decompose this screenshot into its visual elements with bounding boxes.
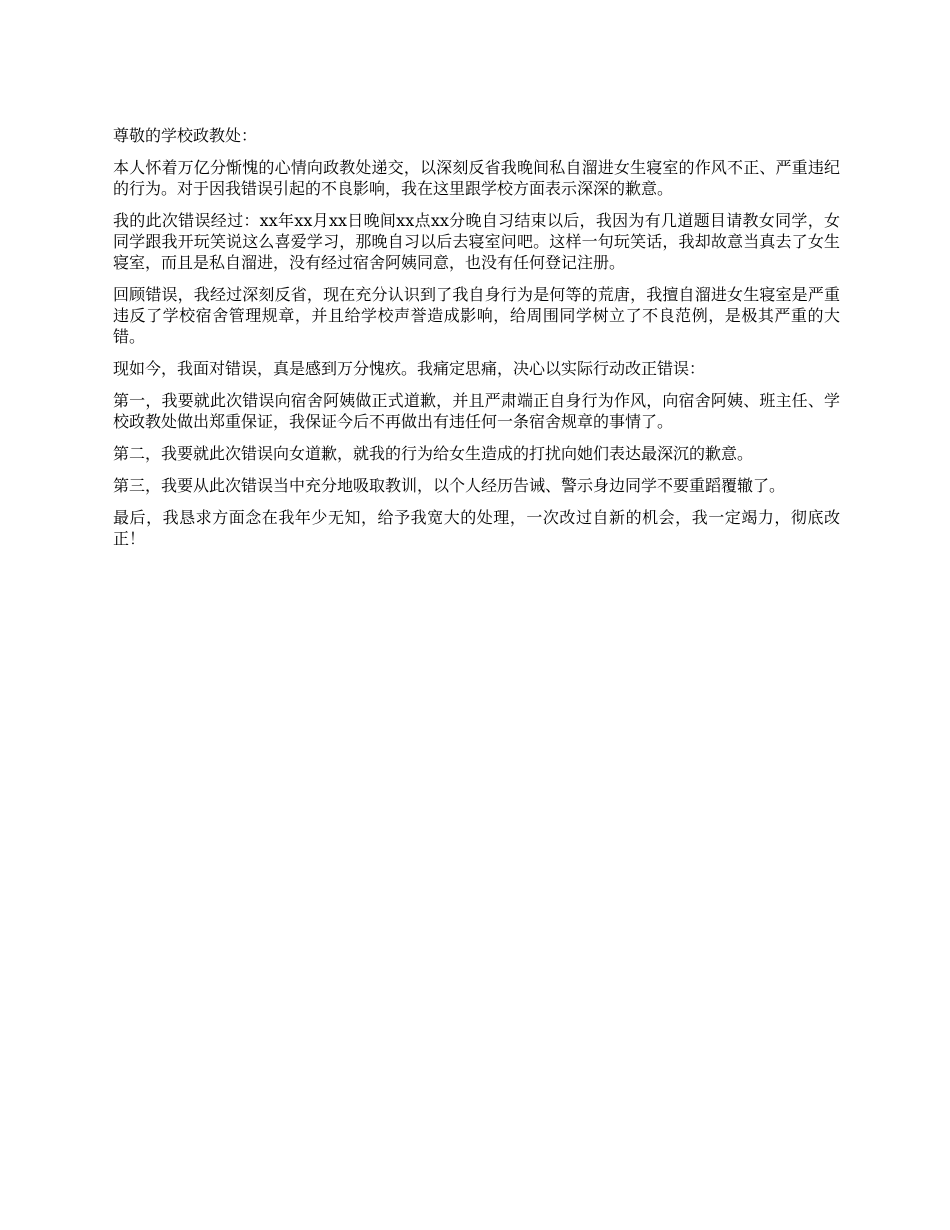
paragraph-closing: 最后，我恳求方面念在我年少无知，给予我宽大的处理，一次改过自新的机会，我一定竭力，彻底改正！ (113, 508, 840, 548)
paragraph-incident: 我的此次错误经过：xx年xx月xx日晚间xx点xx分晚自习结束以后，我因为有几道题目请教女同学，女同学跟我开玩笑说这么喜爱学习，那晚自习以后去寝室问吧。这样一句玩笑话，我却故意当真去了女生寝室，而且是私自溜进，没有经过宿舍阿姨同意，也没有任何登记注册。 (113, 211, 840, 272)
paragraph-resolution: 现如今，我面对错误，真是感到万分愧疚。我痛定思痛，决心以实际行动改正错误： (113, 359, 706, 378)
paragraph-reflection: 回顾错误，我经过深刻反省，现在充分认识到了我自身行为是何等的荒唐，我擅自溜进女生寝室是严重违反了学校宿舍管理规章，并且给学校声誉造成影响，给周围同学树立了不良范例，是极其严重的大错。 (113, 285, 840, 346)
document-body (113, 125, 840, 560)
salutation: 尊敬的学校政教处： (113, 126, 258, 145)
paragraph-first: 第一，我要就此次错误向宿舍阿姨做正式道歉，并且严肃端正自身行为作风，向宿舍阿姨、班主任、学校政教处做出郑重保证，我保证今后不再做出有违任何一条宿舍规章的事情了。 (113, 391, 840, 431)
paragraph-intro: 本人怀着万亿分惭愧的心情向政教处递交，以深刻反省我晚间私自溜进女生寝室的作风不正、严重违纪的行为。对于因我错误引起的不良影响，我在这里跟学校方面表示深深的歉意。 (113, 158, 840, 198)
paragraph-third: 第三，我要从此次错误当中充分地吸取教训，以个人经历告诫、警示身边同学不要重蹈覆辙了。 (113, 476, 786, 495)
paragraph-second: 第二，我要就此次错误向女道歉，就我的行为给女生造成的打扰向她们表达最深沉的歉意。 (113, 444, 754, 463)
